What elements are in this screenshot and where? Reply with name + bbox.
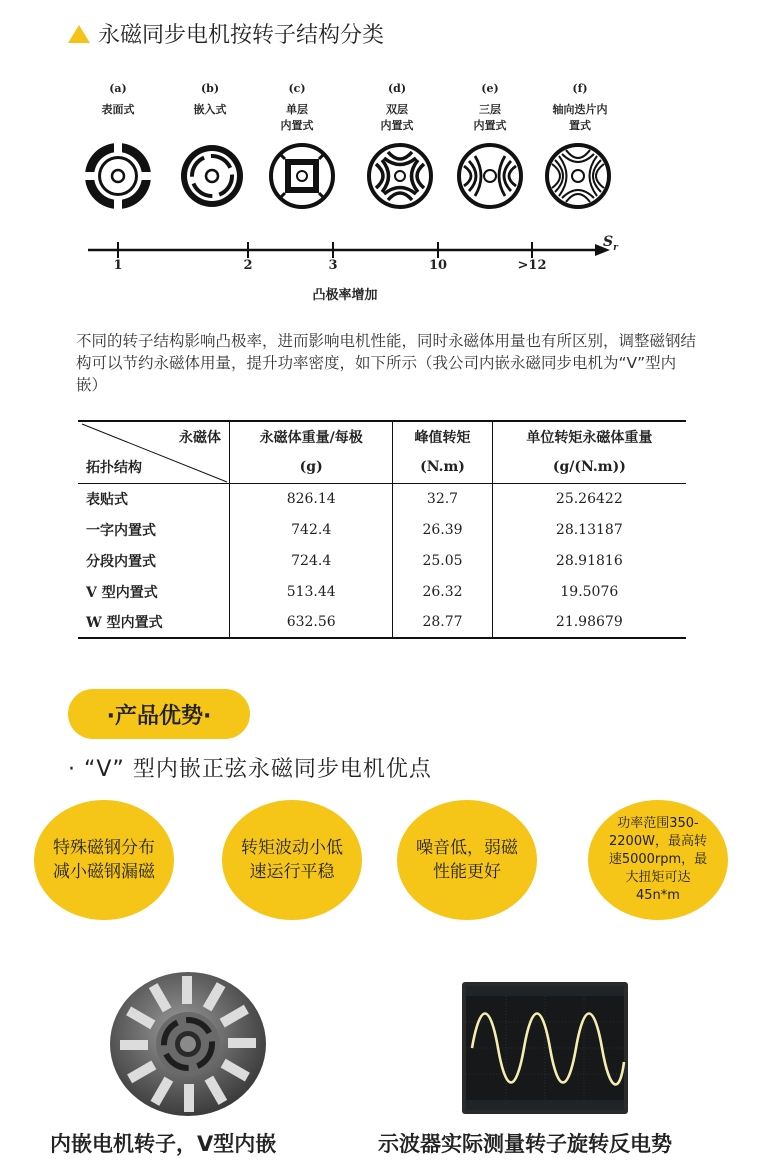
advantage-text: 转矩波动小低速运行平稳 [241, 838, 343, 882]
row-name: V 型内置式 [86, 584, 158, 601]
advantage-bubble-3 [397, 800, 537, 920]
advantage-bubble-4 [588, 800, 728, 920]
section-header [68, 18, 384, 49]
table-corner-bottom: 拓扑结构 [86, 459, 142, 476]
row-unit: 28.91816 [492, 545, 686, 576]
table-row [78, 483, 686, 514]
row-torque: 32.7 [393, 483, 492, 514]
advantage-bubble-2 [222, 800, 362, 920]
triangle-icon [68, 25, 90, 43]
rotor-b-icon [181, 145, 243, 207]
header-unit-unit: (g/(N.m)) [492, 451, 686, 483]
axis-tick-4: 10 [428, 258, 448, 273]
row-unit: 28.13187 [492, 514, 686, 545]
advantage-subtitle: · “V” 型内嵌正弦永磁同步电机优点 [68, 757, 432, 782]
diagram-label-f: (f) 轴向迭片内 置式 [552, 82, 608, 132]
section-title: 永磁同步电机按转子结构分类 [98, 23, 385, 48]
row-name: 表贴式 [86, 491, 128, 508]
diagram-graphics [70, 72, 630, 312]
table-row [78, 545, 686, 576]
diagram-label-a: (a) 表面式 [101, 82, 135, 116]
header-torque: 峰值转矩 [393, 421, 492, 451]
axis-caption: 凸极率增加 [312, 288, 378, 303]
row-weight: 632.56 [230, 607, 393, 638]
convexity-axis [88, 242, 610, 258]
axis-tick-3: 3 [328, 258, 338, 273]
axis-tick-2: 2 [243, 258, 253, 273]
row-weight: 742.4 [230, 514, 393, 545]
rotor-structure-diagram [70, 72, 630, 312]
row-torque: 26.32 [393, 576, 492, 607]
header-unit: 单位转矩永磁体重量 [492, 421, 686, 451]
scope-caption: 示波器实际测量转子旋转反电势 [378, 1132, 672, 1156]
advantage-text: 功率范围350-2200W，最高转速5000rpm，最大扭矩可达45n*m [608, 816, 708, 903]
advantage-badge: ·产品优势· [68, 689, 250, 739]
rotor-c-icon [271, 145, 333, 207]
row-name: 一字内置式 [86, 522, 156, 539]
row-torque: 28.77 [393, 607, 492, 638]
header-weight: 永磁体重量/每极 [230, 421, 393, 451]
rotor-caption: 内嵌电机转子，V型内嵌 [50, 1132, 277, 1156]
diagram-label-e: (e) 三层 内置式 [473, 82, 507, 132]
row-unit: 21.98679 [492, 607, 686, 638]
rotor-a-icon [82, 140, 154, 212]
rotor-d-icon [369, 145, 431, 207]
corner-diagonal [78, 422, 229, 484]
row-weight: 513.44 [230, 576, 393, 607]
description-paragraph: 不同的转子结构影响凸极率，进而影响电机性能，同时永磁体用量也有所区别，调整磁钢结构可以节约永磁体用量，提升功率密度，如下所示（我公司内嵌永磁同步电机为“V”型内嵌） [76, 332, 697, 394]
row-torque: 25.05 [393, 545, 492, 576]
oscilloscope-photo [462, 982, 628, 1114]
row-weight: 826.14 [230, 483, 393, 514]
row-unit: 19.5076 [492, 576, 686, 607]
diagram-label-b: (b) 嵌入式 [193, 82, 227, 116]
rotor-photo [108, 970, 268, 1118]
table-row [78, 607, 686, 638]
diagram-label-d: (d) 双层 内置式 [380, 82, 414, 132]
row-weight: 724.4 [230, 545, 393, 576]
diagram-label-c: (c) 单层 内置式 [280, 82, 314, 132]
advantage-text: 噪音低，弱磁性能更好 [416, 838, 518, 882]
rotor-f-icon [547, 145, 609, 207]
table-row [78, 514, 686, 545]
axis-tick-1: 1 [113, 258, 123, 273]
row-name: 分段内置式 [86, 553, 156, 570]
row-torque: 26.39 [393, 514, 492, 545]
axis-tick-5: >12 [517, 258, 547, 273]
table-corner-top: 永磁体 [78, 421, 230, 451]
axis-symbol: $S_r$ [603, 234, 618, 253]
row-name: W 型内置式 [86, 615, 163, 631]
advantage-text: 特殊磁钢分布减小磁钢漏磁 [53, 838, 155, 882]
magnet-weight-table [78, 420, 686, 639]
table-row [78, 576, 686, 607]
header-torque-unit: (N.m) [393, 451, 492, 483]
row-unit: 25.26422 [492, 483, 686, 514]
header-weight-unit: (g) [230, 451, 393, 483]
rotor-e-icon [459, 145, 521, 207]
advantage-bubble-1 [34, 800, 174, 920]
